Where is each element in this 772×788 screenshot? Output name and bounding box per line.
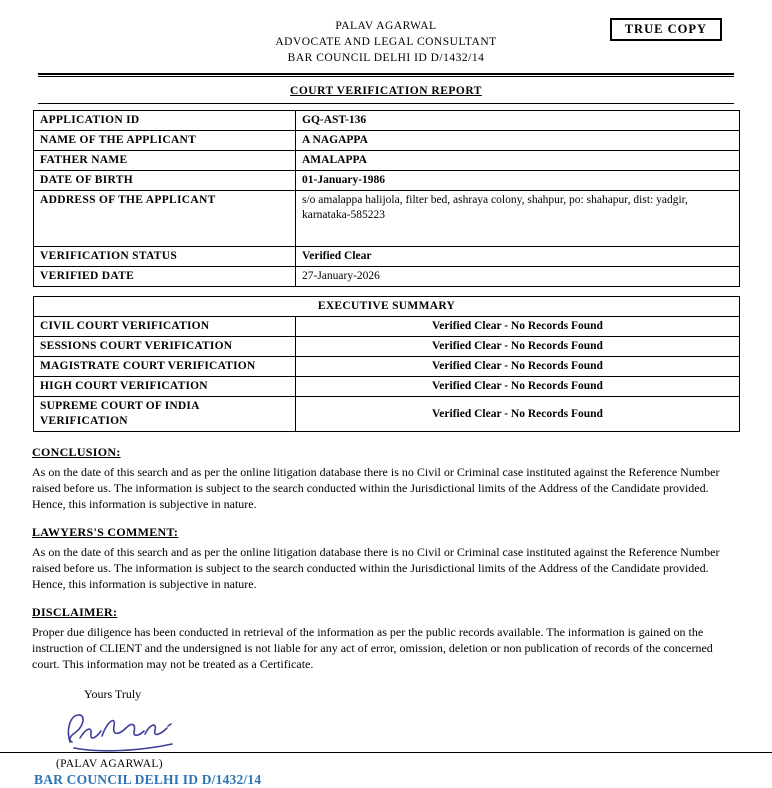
- disclaimer-body: Proper due diligence has been conducted in retrieval of the information as per the public records available. The information is gained on the instruction of CLIENT and the undersigned is not liable for any act of error, omission, deletion or non publication of records of the concerned court. This information may not be treated as a Certificate.: [32, 625, 713, 671]
- table-row: [34, 267, 740, 287]
- advocate-profession: ADVOCATE AND LEGAL CONSULTANT: [275, 36, 497, 48]
- verification-result: Verified Clear - No Records Found: [296, 317, 740, 337]
- table-row: [34, 397, 740, 432]
- field-value: s/o amalappa halijola, filter bed, ashraya colony, shahpur, po: shahapur, dist: yadgir, karnataka-585223: [296, 191, 740, 247]
- field-value: GQ-AST-136: [296, 111, 740, 131]
- advocate-bar-id: BAR COUNCIL DELHI ID D/1432/14: [287, 52, 485, 64]
- disclaimer-section: [32, 605, 740, 672]
- table-row: [34, 317, 740, 337]
- table-row: [34, 151, 740, 171]
- signer-name: (PALAV AGARWAL): [56, 758, 163, 770]
- field-label: DATE OF BIRTH: [34, 171, 296, 191]
- field-label: VERIFICATION STATUS: [34, 247, 296, 267]
- table-row: [34, 131, 740, 151]
- conclusion-body: As on the date of this search and as per the online litigation database there is no Civil or Criminal case instituted against the Reference Number raised before us. The information is subject to the search conducted within the Jurisdictional limits of the Address of the Candidate provided. Hence, this information is subjective in nature.: [32, 465, 720, 511]
- signer-bar-id: BAR COUNCIL DELHI ID D/1432/14: [34, 772, 262, 787]
- true-copy-stamp: TRUE COPY: [610, 18, 722, 41]
- verification-result: Verified Clear - No Records Found: [296, 397, 740, 432]
- field-value: AMALAPPA: [296, 151, 740, 171]
- verification-label: CIVIL COURT VERIFICATION: [34, 317, 296, 337]
- handwritten-signature-icon: [60, 706, 190, 756]
- verification-result: Verified Clear - No Records Found: [296, 337, 740, 357]
- header-divider: [38, 73, 734, 77]
- verification-result: Verified Clear - No Records Found: [296, 357, 740, 377]
- field-label: VERIFIED DATE: [34, 267, 296, 287]
- table-row: [34, 111, 740, 131]
- field-label: ADDRESS OF THE APPLICANT: [34, 191, 296, 247]
- verification-label: MAGISTRATE COURT VERIFICATION: [34, 357, 296, 377]
- signature-image: [60, 706, 740, 758]
- conclusion-heading: CONCLUSION:: [32, 445, 121, 459]
- report-title: COURT VERIFICATION REPORT: [290, 85, 482, 97]
- lawyers-comment-heading: LAWYERS'S COMMENT:: [32, 525, 179, 539]
- field-value: Verified Clear: [296, 247, 740, 267]
- footer-divider: [0, 752, 772, 753]
- applicant-details-table: [33, 110, 740, 287]
- table-row: [34, 337, 740, 357]
- lawyers-comment-body: As on the date of this search and as per the online litigation database there is no Civil or Criminal case instituted against the Reference Number raised before us. The information is subject to the search conducted within the Jurisdictional limits of the Address of the Candidate provided. Hence, this information is subjective in nature.: [32, 545, 720, 591]
- table-row: [34, 171, 740, 191]
- table-row: [34, 297, 740, 317]
- verification-label: SESSIONS COURT VERIFICATION: [34, 337, 296, 357]
- table-row: [34, 357, 740, 377]
- conclusion-section: [32, 445, 740, 512]
- table-row: [34, 191, 740, 247]
- field-label: APPLICATION ID: [34, 111, 296, 131]
- advocate-name: PALAV AGARWAL: [335, 20, 437, 32]
- executive-summary-title: EXECUTIVE SUMMARY: [34, 297, 740, 317]
- table-row: [34, 377, 740, 397]
- lawyers-comment-section: [32, 525, 740, 592]
- closing-text: Yours Truly: [84, 687, 142, 701]
- field-label: NAME OF THE APPLICANT: [34, 131, 296, 151]
- disclaimer-heading: DISCLAIMER:: [32, 605, 118, 619]
- verification-label: HIGH COURT VERIFICATION: [34, 377, 296, 397]
- field-value: 27-January-2026: [296, 267, 740, 287]
- verification-result: Verified Clear - No Records Found: [296, 377, 740, 397]
- field-label: FATHER NAME: [34, 151, 296, 171]
- table-row: [34, 247, 740, 267]
- field-value: 01-January-1986: [296, 171, 740, 191]
- title-divider: [38, 103, 734, 104]
- verification-label: SUPREME COURT OF INDIA VERIFICATION: [34, 397, 296, 432]
- field-value: A NAGAPPA: [296, 131, 740, 151]
- executive-summary-table: [33, 296, 740, 432]
